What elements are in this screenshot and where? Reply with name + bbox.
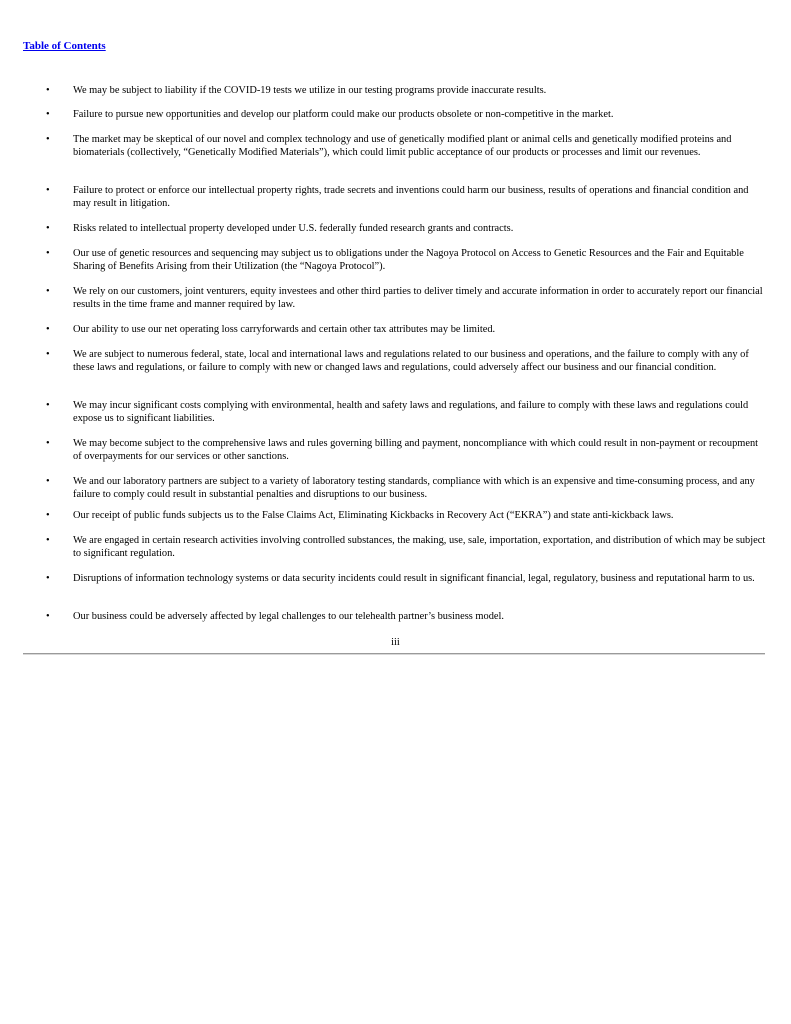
risk-item — [46, 247, 768, 273]
bullet-icon: • — [46, 400, 50, 411]
risk-text: Our business could be adversely affected by legal challenges to our telehealth partner’s business model. — [73, 611, 504, 622]
bullet-icon: • — [46, 324, 50, 335]
bullet-icon: • — [46, 476, 50, 487]
risk-text: Failure to protect or enforce our intellectual property rights, trade secrets and inventions could harm our business, results of operations and financial condition and may result in litigation. — [73, 185, 749, 209]
risk-text: Risks related to intellectual property developed under U.S. federally funded research grants and contracts. — [73, 223, 514, 234]
risk-item — [46, 84, 768, 97]
page-divider — [23, 653, 765, 655]
risk-item — [46, 399, 768, 425]
bullet-icon: • — [46, 349, 50, 360]
table-of-contents-link[interactable]: Table of Contents — [23, 40, 106, 52]
risk-text: We and our laboratory partners are subject to a variety of laboratory testing standards, compliance with which is an expensive and time-consuming process, and any failure to comply could result in substantial penalties and disruptions to our business. — [73, 476, 755, 500]
risk-text: Our receipt of public funds subjects us to the False Claims Act, Eliminating Kickbacks in Recovery Act (“EKRA”) and state anti-kickback laws. — [73, 510, 674, 521]
bullet-icon: • — [46, 438, 50, 449]
risk-text: We may be subject to liability if the COVID-19 tests we utilize in our testing programs provide inaccurate results. — [73, 85, 547, 96]
risk-item — [46, 348, 768, 374]
risk-text: We may incur significant costs complying with environmental, health and safety laws and regulations, and failure to comply with these laws and regulations could expose us to significant liabilities. — [73, 400, 749, 424]
bullet-icon: • — [46, 248, 50, 259]
risk-item — [46, 437, 768, 463]
risk-item — [46, 222, 768, 235]
bullet-icon: • — [46, 286, 50, 297]
risk-text: We are engaged in certain research activities involving controlled substances, the making, use, sale, importation, exportation, and distribution of which may be subject to significant regulation. — [73, 535, 766, 559]
bullet-icon: • — [46, 85, 50, 96]
risk-item — [46, 534, 768, 560]
risk-text: The market may be skeptical of our novel and complex technology and use of genetically modified plant or animal cells and genetically modified proteins and biomaterials (collectively, “Genetically Modified Materials”), which could limit public acceptance of our products or processes and limit our revenues. — [73, 134, 732, 158]
bullet-icon: • — [46, 573, 50, 584]
risk-item — [46, 610, 768, 623]
risk-text: We may become subject to the comprehensive laws and rules governing billing and payment, noncompliance with which could result in non-payment or recoupment of overpayments for our services or other sanctions. — [73, 438, 759, 462]
risk-item — [46, 133, 768, 159]
bullet-icon: • — [46, 185, 50, 196]
risk-text: We are subject to numerous federal, state, local and international laws and regulations related to our business and operations, and the failure to comply with any of these laws and regulations, or failure to comply with new or changed laws and regulations, could adversely affect our business and our financial condition. — [73, 349, 749, 373]
bullet-icon: • — [46, 134, 50, 145]
risk-item — [46, 285, 768, 311]
risk-text: We rely on our customers, joint venturers, equity investees and other third parties to deliver timely and accurate information in order to accurately report our financial results in the time frame and manner required by law. — [73, 286, 763, 310]
bullet-icon: • — [46, 510, 50, 521]
risk-item — [46, 572, 768, 585]
risk-text: Failure to pursue new opportunities and develop our platform could make our products obsolete or non-competitive in the market. — [73, 109, 614, 120]
risk-text: Disruptions of information technology systems or data security incidents could result in significant financial, legal, regulatory, business and reputational harm to us. — [73, 573, 755, 584]
risk-item — [46, 475, 768, 501]
bullet-icon: • — [46, 535, 50, 546]
bullet-icon: • — [46, 611, 50, 622]
risk-text: Our use of genetic resources and sequencing may subject us to obligations under the Nagoya Protocol on Access to Genetic Resources and the Fair and Equitable Sharing of Benefits Arising from their Utilization (the “Nagoya Protocol”). — [73, 248, 744, 272]
page-number: iii — [391, 637, 400, 648]
bullet-icon: • — [46, 223, 50, 234]
risk-item — [46, 184, 768, 210]
risk-text: Our ability to use our net operating loss carryforwards and certain other tax attributes may be limited. — [73, 324, 496, 335]
risk-item — [46, 509, 768, 522]
risk-item — [46, 323, 768, 336]
bullet-icon: • — [46, 109, 50, 120]
risk-item — [46, 108, 768, 121]
